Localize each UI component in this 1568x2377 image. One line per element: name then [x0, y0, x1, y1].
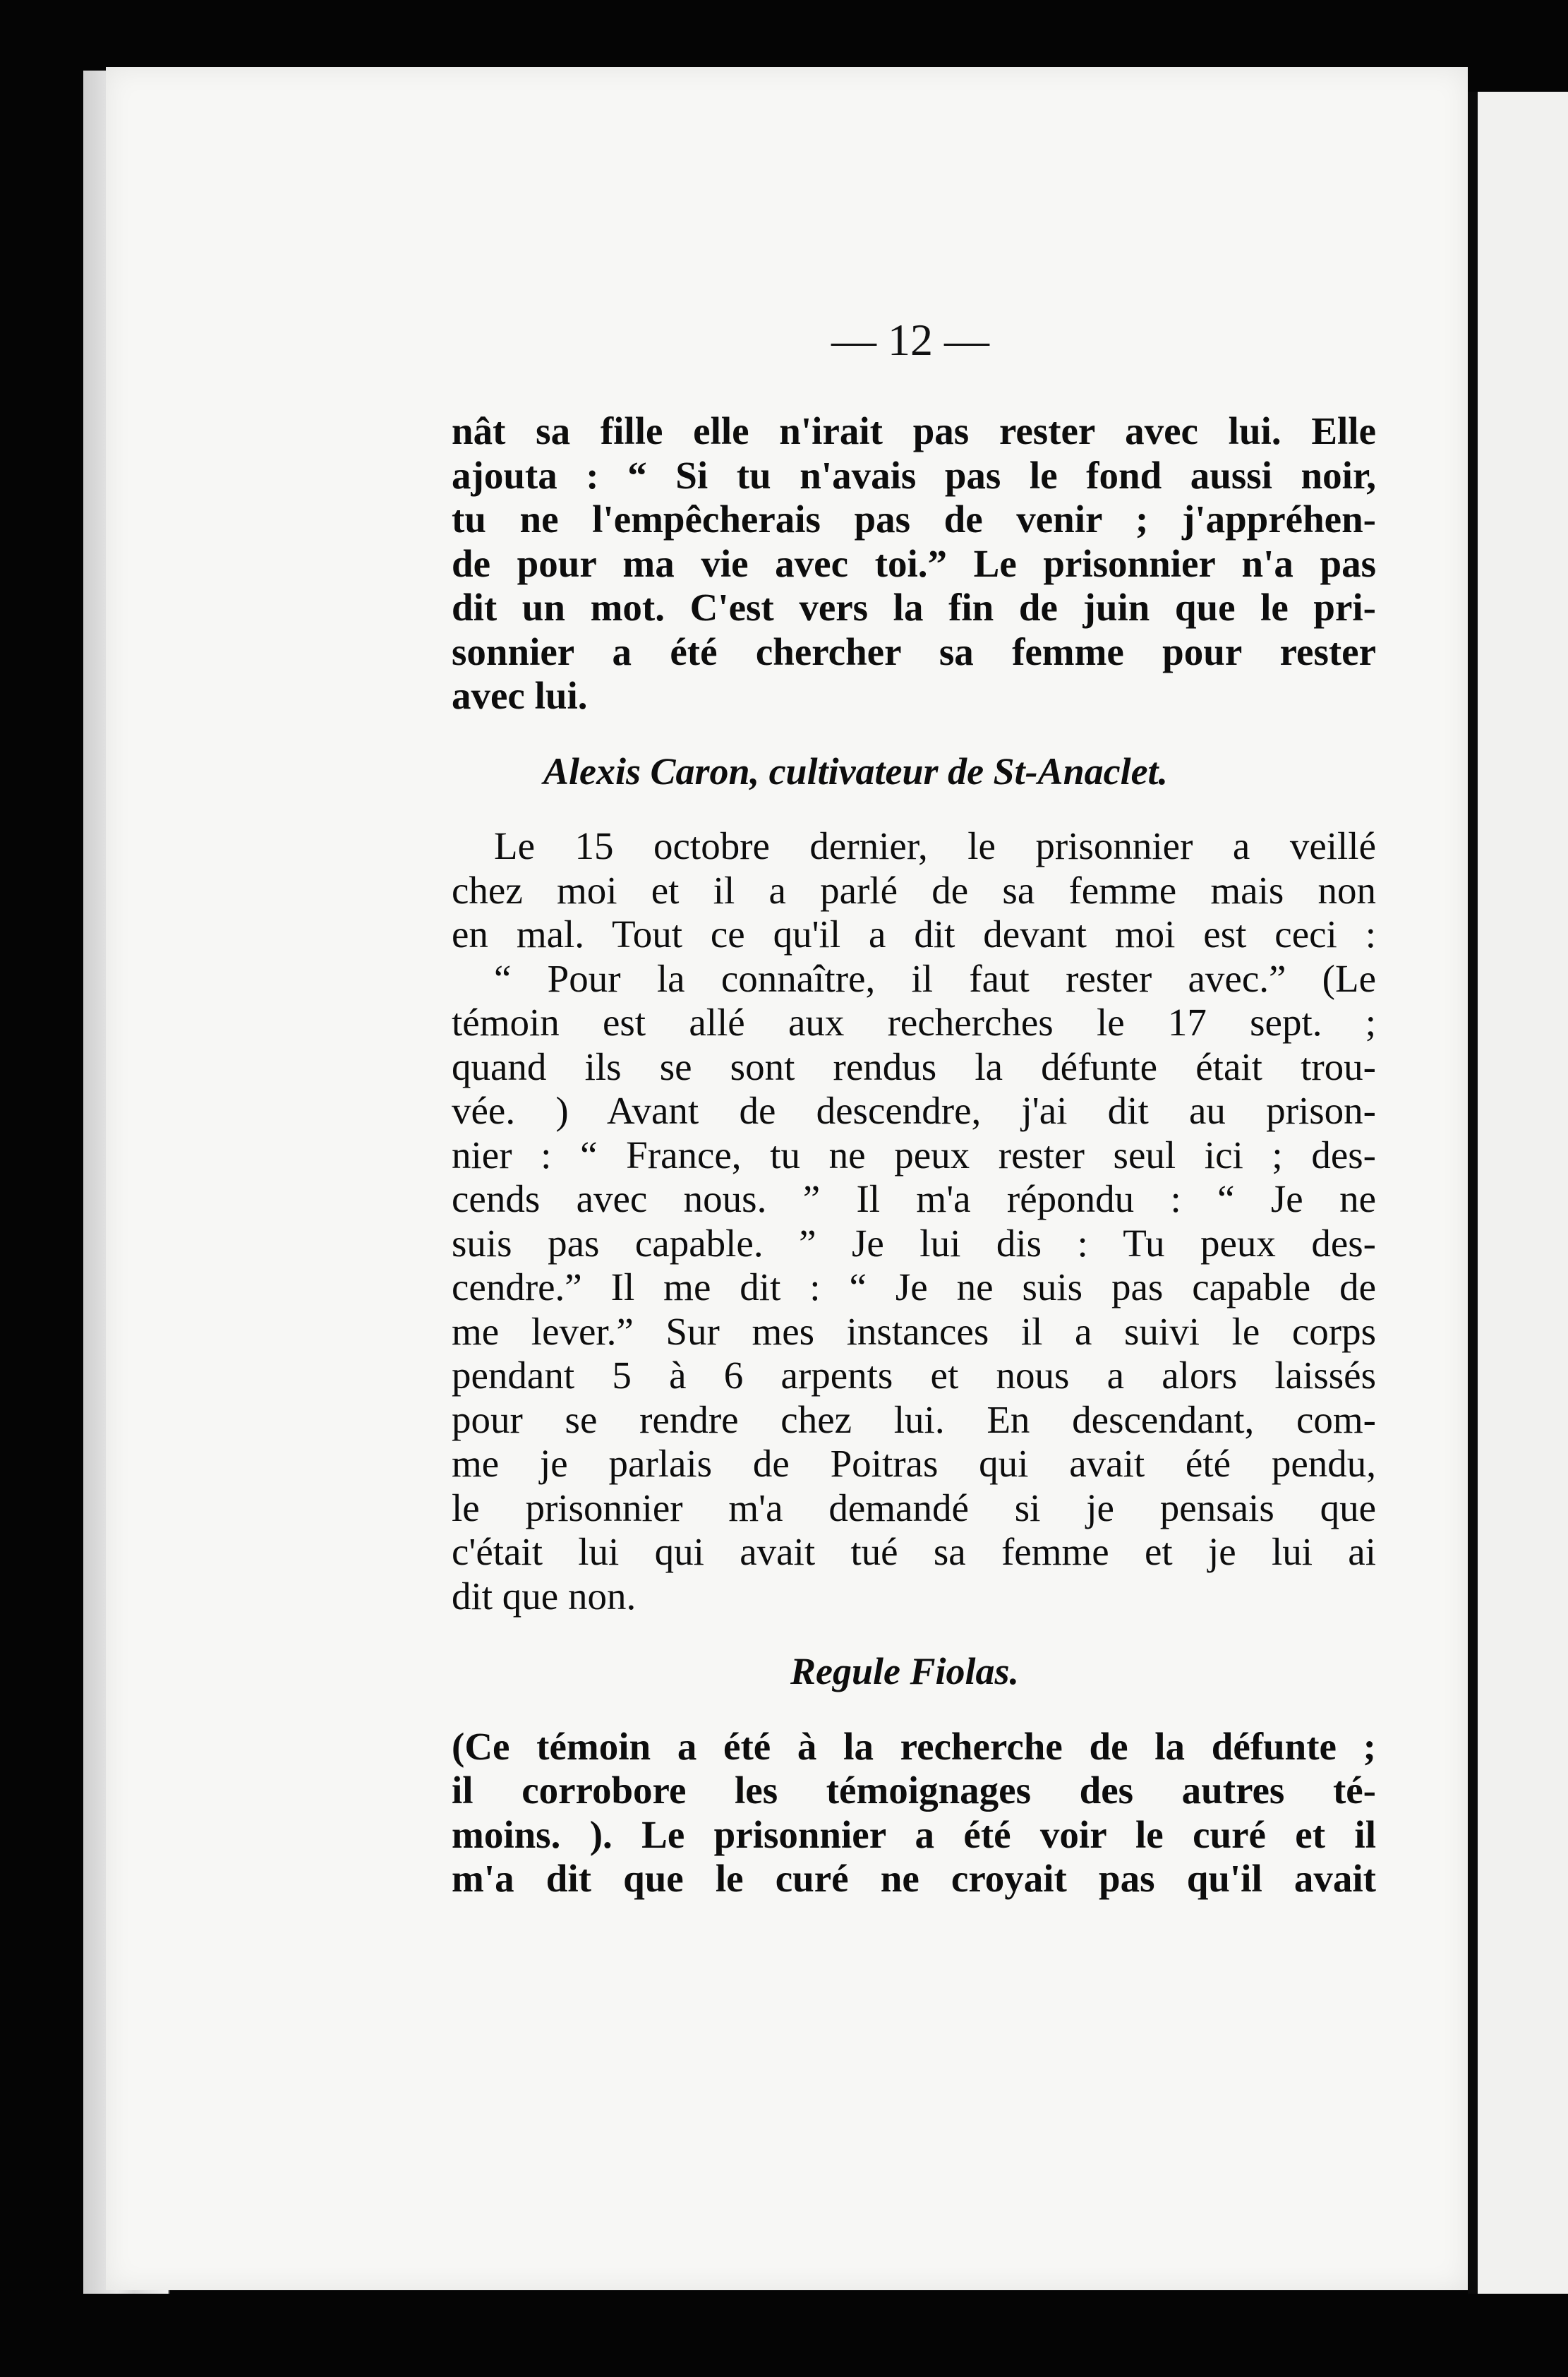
text-line: dit que non. — [452, 1574, 637, 1618]
text-line: en mal. Tout ce qu'il a dit devant moi est ceci : — [452, 913, 1376, 956]
text-line: il corrobore les témoignages des autres té- — [452, 1769, 1376, 1812]
text-line: me lever.” Sur mes instances il a suivi le corps — [452, 1309, 1376, 1353]
paragraph-1 — [452, 409, 1376, 718]
text-line: témoin est allé aux recherches le 17 sept. ; — [452, 1001, 1376, 1044]
witness-heading-alexis-caron: Alexis Caron, cultivateur de St-Anaclet. — [543, 750, 1169, 793]
paragraph-3 — [452, 1725, 1376, 1901]
text-line: pendant 5 à 6 arpents et nous a alors laissés — [452, 1354, 1376, 1397]
page-number: — 12 — — [831, 315, 989, 365]
text-line: de pour ma vie avec toi.” Le prisonnier n'a pas — [452, 541, 1376, 585]
text-line: nier : “ France, tu ne peux rester seul ici ; des- — [452, 1133, 1376, 1177]
text-line: c'était lui qui avait tué sa femme et je lui ai — [452, 1530, 1376, 1573]
text-line: “ Pour la connaître, il faut rester avec.” (Le — [494, 956, 1376, 1000]
witness-heading-regule-fiolas: Regule Fiolas. — [790, 1650, 1020, 1692]
text-line: le prisonnier m'a demandé si je pensais que — [452, 1486, 1376, 1529]
text-line: sonnier a été chercher sa femme pour rester — [452, 630, 1376, 673]
text-line: ajouta : “ Si tu n'avais pas le fond aussi noir, — [452, 453, 1376, 497]
text-line: nât sa fille elle n'irait pas rester avec lui. Elle — [452, 409, 1376, 452]
text-line: Le 15 octobre dernier, le prisonnier a veillé — [494, 824, 1376, 867]
text-line: suis pas capable. ” Je lui dis : Tu peux des- — [452, 1221, 1376, 1265]
text-line: me je parlais de Poitras qui avait été pendu, — [452, 1442, 1376, 1485]
text-line: (Ce témoin a été à la recherche de la défunte ; — [452, 1724, 1376, 1768]
text-line: moins. ). Le prisonnier a été voir le curé et il — [452, 1812, 1376, 1856]
paragraph-2 — [452, 824, 1376, 1618]
facing-page-edge — [1468, 92, 1568, 2294]
body-text — [452, 409, 1376, 1901]
text-line: vée. ) Avant de descendre, j'ai dit au prison- — [452, 1089, 1376, 1132]
text-line: avec lui. — [452, 674, 588, 717]
text-line: chez moi et il a parlé de sa femme mais non — [452, 868, 1376, 912]
text-line: cends avec nous. ” Il m'a répondu : “ Je ne — [452, 1177, 1376, 1220]
text-line: m'a dit que le curé ne croyait pas qu'il avait — [452, 1857, 1376, 1900]
text-line: tu ne l'empêcherais pas de venir ; j'appréhen- — [452, 498, 1376, 541]
text-line: quand ils se sont rendus la défunte était trou- — [452, 1045, 1376, 1088]
text-line: cendre.” Il me dit : “ Je ne suis pas capable de — [452, 1265, 1376, 1308]
text-line: pour se rendre chez lui. En descendant, com- — [452, 1397, 1376, 1441]
text-line: dit un mot. C'est vers la fin de juin que le pri- — [452, 586, 1376, 629]
